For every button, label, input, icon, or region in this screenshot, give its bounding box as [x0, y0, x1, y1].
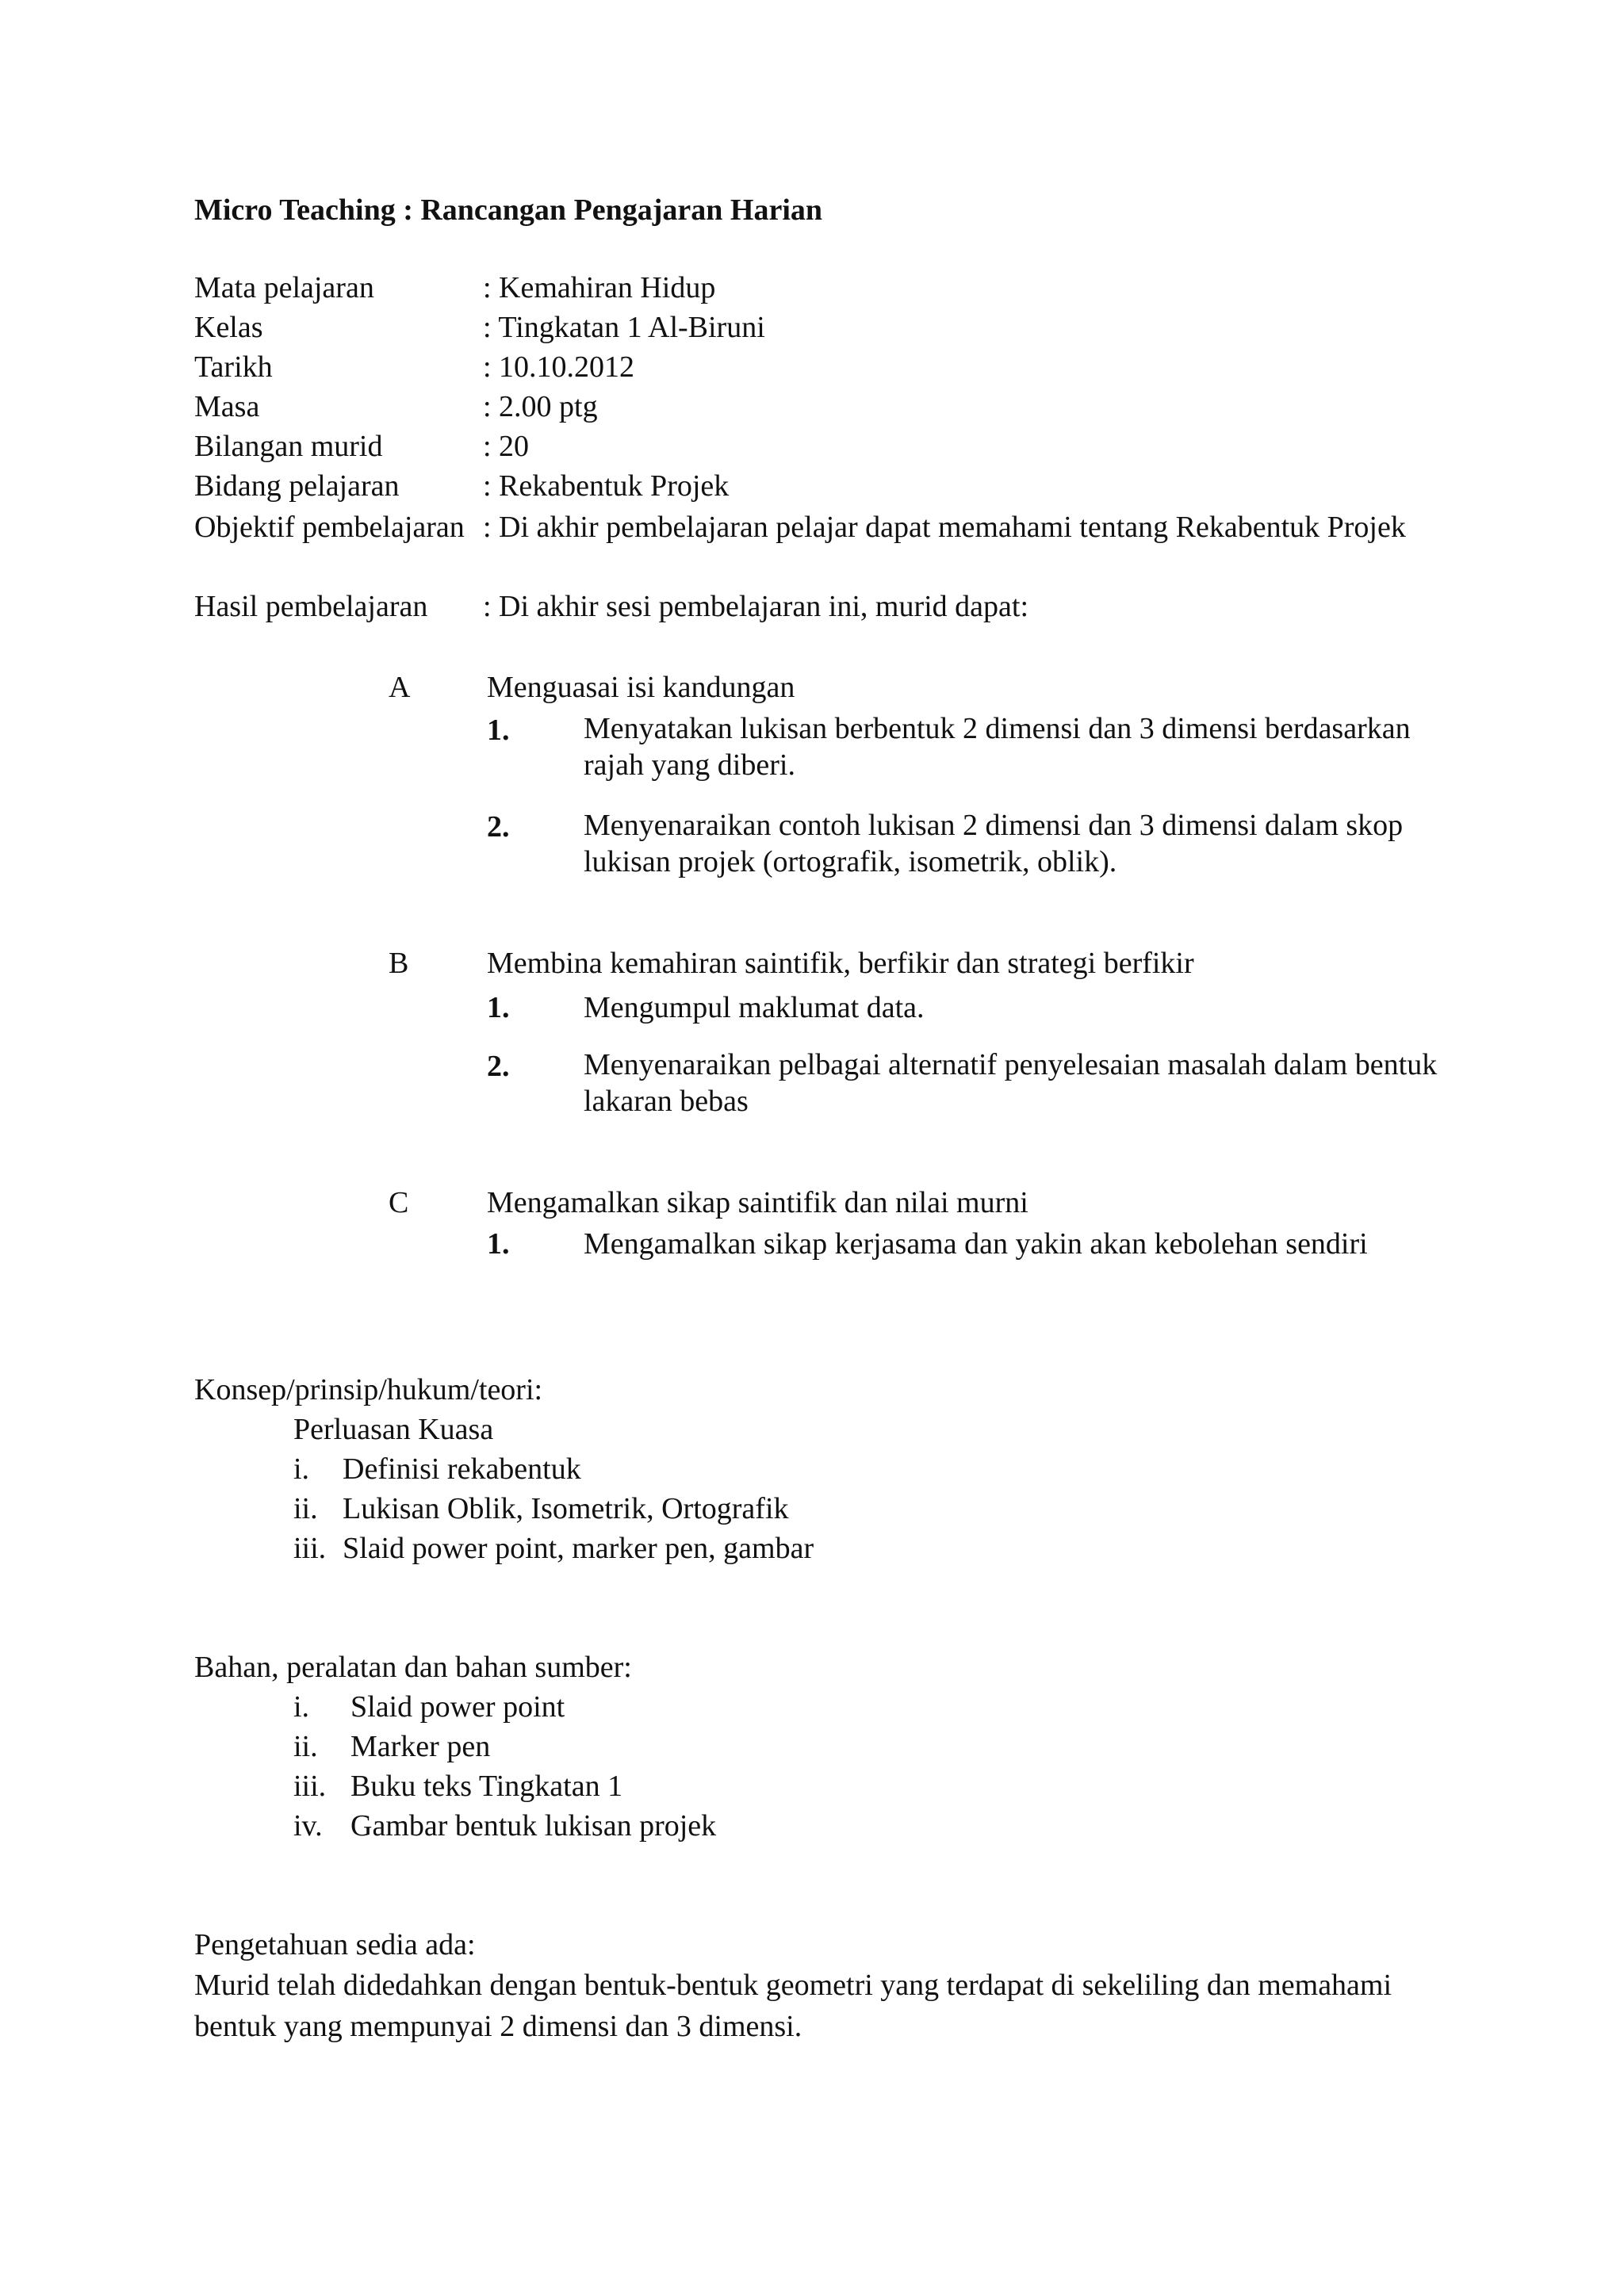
bahan-item-4-text: Gambar bentuk lukisan projek [350, 1809, 717, 1843]
konsep-heading: Konsep/prinsip/hukum/teori: [194, 1373, 543, 1406]
bahan-item-3-text: Buku teks Tingkatan 1 [350, 1770, 623, 1803]
info-value-tarikh: : 10.10.2012 [483, 350, 635, 384]
konsep-item-2-number: ii. [293, 1492, 318, 1525]
konsep-subheading: Perluasan Kuasa [293, 1413, 494, 1446]
bahan-heading: Bahan, peralatan dan bahan sumber: [194, 1651, 632, 1684]
info-value-objektif: : Di akhir pembelajaran pelajar dapat memahami tentang Rekabentuk Projek [483, 511, 1406, 544]
domain-c-item-1-text: Mengamalkan sikap kerjasama dan yakin akan kebolehan sendiri [584, 1227, 1368, 1261]
domain-letter-a: A [389, 671, 411, 704]
document-title: Micro Teaching : Rancangan Pengajaran Harian [194, 193, 823, 227]
info-label-objektif: Objektif pembelajaran [194, 511, 465, 544]
info-value-bilangan-murid: : 20 [483, 430, 530, 463]
bahan-item-2-number: ii. [293, 1730, 318, 1763]
konsep-item-3-text: Slaid power point, marker pen, gambar [343, 1532, 814, 1565]
domain-letter-c: C [389, 1186, 409, 1219]
bahan-item-4-number: iv. [293, 1809, 323, 1843]
info-value-kelas: : Tingkatan 1 Al-Biruni [483, 311, 765, 344]
info-label-kelas: Kelas [194, 311, 263, 344]
domain-letter-b: B [389, 947, 409, 980]
domain-b-item-2-text: Menyenaraikan pelbagai alternatif penyelesaian masalah dalam bentuk lakaran bebas [584, 1048, 1438, 1118]
info-value-hasil: : Di akhir sesi pembelajaran ini, murid dapat: [483, 590, 1029, 623]
info-label-bidang-pelajaran: Bidang pelajaran [194, 469, 400, 503]
domain-a-item-1-number: 1. [487, 714, 510, 747]
domain-a-item-2-number: 2. [487, 810, 510, 844]
info-label-masa: Masa [194, 390, 260, 423]
info-label-hasil: Hasil pembelajaran [194, 590, 428, 623]
bahan-item-1-number: i. [293, 1690, 310, 1724]
domain-b-item-1-text: Mengumpul maklumat data. [584, 991, 925, 1024]
bahan-item-3-number: iii. [293, 1770, 327, 1803]
info-value-mata-pelajaran: : Kemahiran Hidup [483, 271, 716, 304]
konsep-item-1-number: i. [293, 1452, 310, 1486]
pengetahuan-heading: Pengetahuan sedia ada: [194, 1928, 476, 1961]
pengetahuan-text: Murid telah didedahkan dengan bentuk-bentuk geometri yang terdapat di sekeliling dan memahami bentuk yang mempunyai 2 dimensi dan 3 dimensi. [194, 1969, 1392, 2043]
info-value-masa: : 2.00 ptg [483, 390, 598, 423]
domain-title-b: Membina kemahiran saintifik, berfikir dan strategi berfikir [487, 947, 1194, 980]
domain-b-item-2-number: 2. [487, 1050, 510, 1083]
domain-c-item-1-number: 1. [487, 1227, 510, 1261]
konsep-item-1-text: Definisi rekabentuk [343, 1452, 581, 1486]
domain-b-item-1-number: 1. [487, 991, 510, 1024]
bahan-item-2-text: Marker pen [350, 1730, 491, 1763]
bahan-item-1-text: Slaid power point [350, 1690, 565, 1724]
domain-a-item-2-text: Menyenaraikan contoh lukisan 2 dimensi dan 3 dimensi dalam skop lukisan projek (ortografik, isometrik, oblik). [584, 809, 1404, 878]
konsep-item-2-text: Lukisan Oblik, Isometrik, Ortografik [343, 1492, 789, 1525]
domain-title-c: Mengamalkan sikap saintifik dan nilai murni [487, 1186, 1028, 1219]
domain-a-item-1-text: Menyatakan lukisan berbentuk 2 dimensi dan 3 dimensi berdasarkan rajah yang diberi. [584, 712, 1411, 782]
info-value-bidang-pelajaran: : Rekabentuk Projek [483, 469, 730, 503]
info-label-mata-pelajaran: Mata pelajaran [194, 271, 374, 304]
domain-title-a: Menguasai isi kandungan [487, 671, 795, 704]
info-label-tarikh: Tarikh [194, 350, 273, 384]
info-label-bilangan-murid: Bilangan murid [194, 430, 383, 463]
konsep-item-3-number: iii. [293, 1532, 327, 1565]
